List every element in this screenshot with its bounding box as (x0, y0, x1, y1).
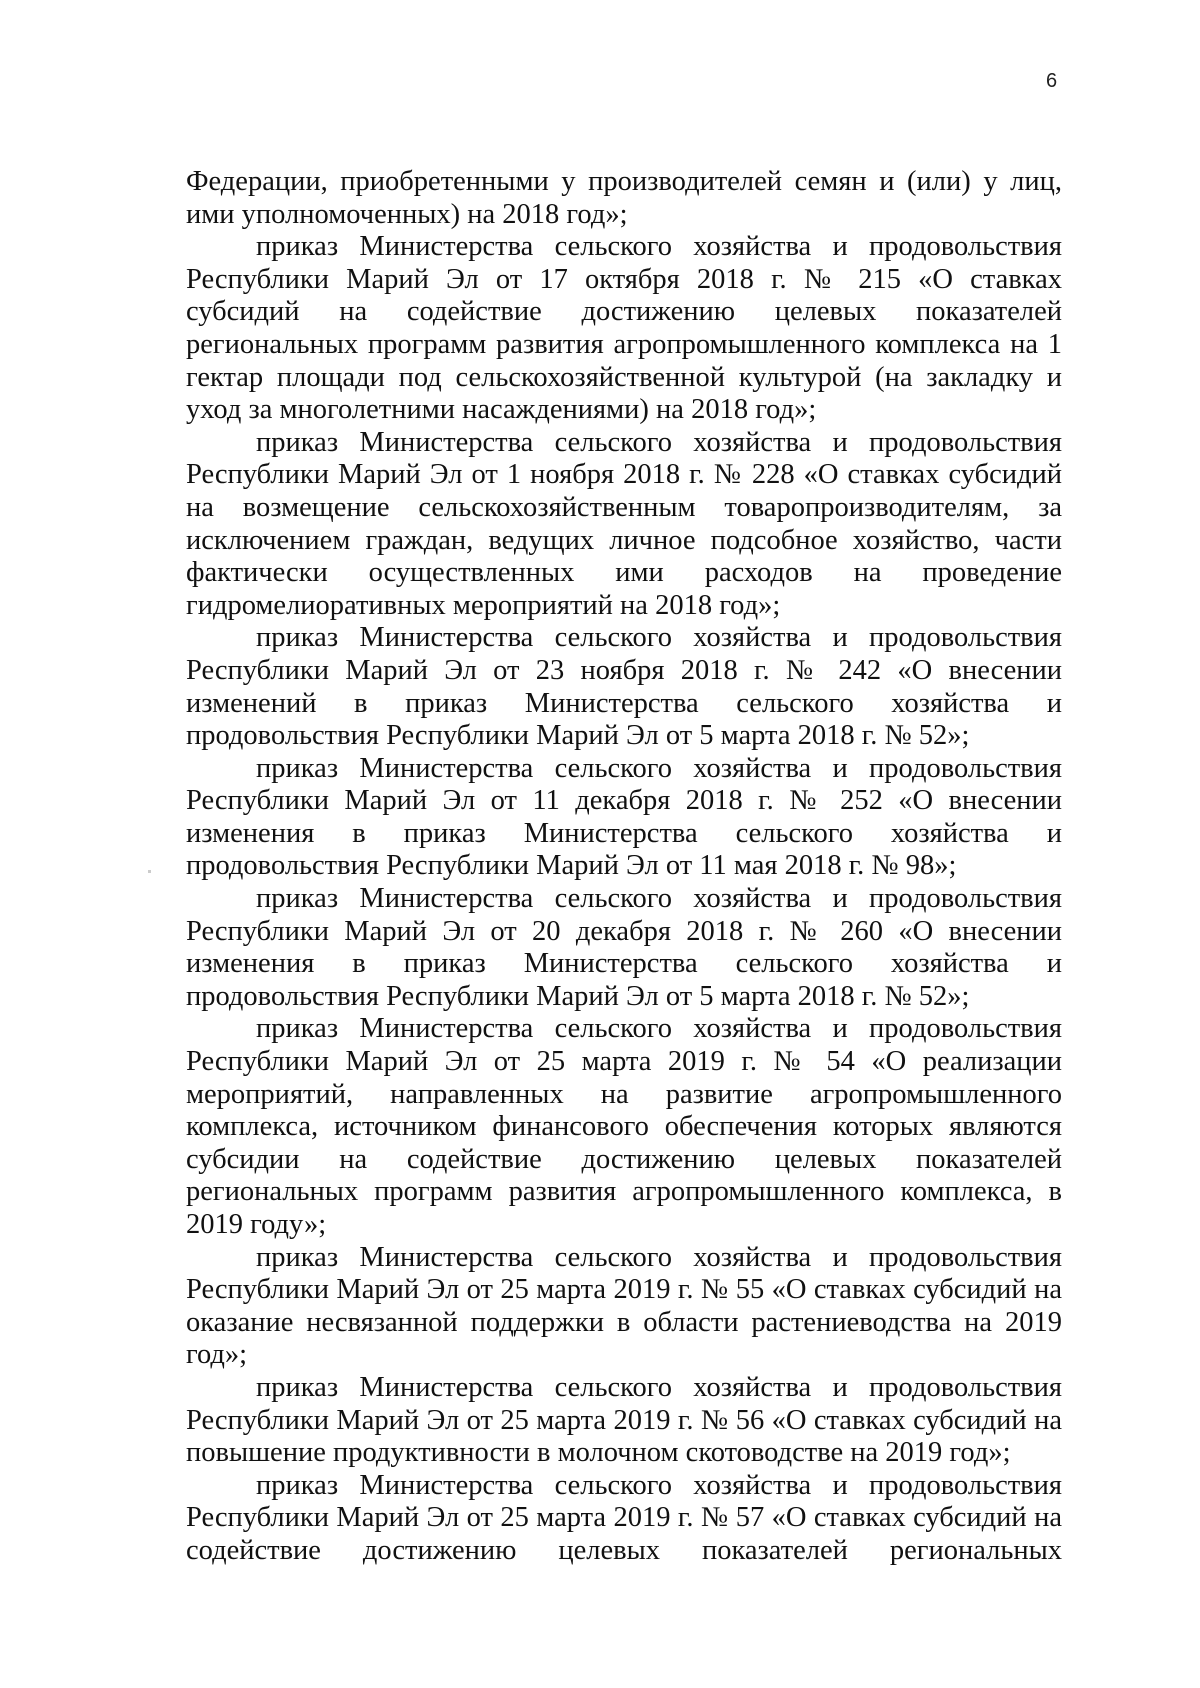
page-number: 6 (1046, 70, 1058, 92)
scan-artifact (148, 870, 151, 873)
order-item: приказ Министерства сельского хозяйства и продовольствия Республики Марий Эл от 17 октября 2018 г. № 215 «О ставках субсидий на содействие достижению целевых показателей региональных программ развития агропромышленного комплекса на 1 гектар площади под сельскохозяйственной культурой (на закладку и уход за многолетними насаждениями) на 2018 год»; (186, 231, 1062, 426)
order-item: приказ Министерства сельского хозяйства и продовольствия Республики Марий Эл от 20 декабря 2018 г. № 260 «О внесении изменения в приказ Министерства сельского хозяйства и продовольствия Республики Марий Эл от 5 марта 2018 г. № 52»; (186, 883, 1062, 1012)
order-item: приказ Министерства сельского хозяйства и продовольствия Республики Марий Эл от 11 декабря 2018 г. № 252 «О внесении изменения в приказ Министерства сельского хозяйства и продовольствия Республики Марий Эл от 11 мая 2018 г. № 98»; (186, 752, 1062, 882)
order-item: приказ Министерства сельского хозяйства и продовольствия Республики Марий Эл от 25 марта 2019 г. № 55 «О ставках субсидий на оказание несвязанной поддержки в области растениеводства на 2019 год»; (186, 1241, 1062, 1371)
paragraph-continuation: Федерации, приобретенными у производителей семян и (или) у лиц, ими уполномоченных) на 2018 год»; (186, 166, 1062, 230)
order-item: приказ Министерства сельского хозяйства и продовольствия Республики Марий Эл от 1 ноября 2018 г. № 228 «О ставках субсидий на возмещение сельскохозяйственным товаропроизводителям, за исключением граждан, ведущих личное подсобное хозяйство, части фактически осуществленных ими расходов на проведение гидромелиоративных мероприятий на 2018 год»; (186, 426, 1062, 621)
document-body (186, 166, 1062, 1568)
order-item: приказ Министерства сельского хозяйства и продовольствия Республики Марий Эл от 25 марта 2019 г. № 57 «О ставках субсидий на содействие достижению целевых показателей региональных (186, 1469, 1062, 1566)
order-item: приказ Министерства сельского хозяйства и продовольствия Республики Марий Эл от 25 марта 2019 г. № 56 «О ставках субсидий на повышение продуктивности в молочном скотоводстве на 2019 год»; (186, 1371, 1062, 1469)
order-item: приказ Министерства сельского хозяйства и продовольствия Республики Марий Эл от 25 марта 2019 г. № 54 «О реализации мероприятий, направленных на развитие агропромышленного комплекса, источником финансового обеспечения которых являются субсидии на содействие достижению целевых показателей региональных программ развития агропромышленного комплекса, в 2019 году»; (186, 1013, 1062, 1240)
order-item: приказ Министерства сельского хозяйства и продовольствия Республики Марий Эл от 23 ноября 2018 г. № 242 «О внесении изменений в приказ Министерства сельского хозяйства и продовольствия Республики Марий Эл от 5 марта 2018 г. № 52»; (186, 622, 1062, 752)
